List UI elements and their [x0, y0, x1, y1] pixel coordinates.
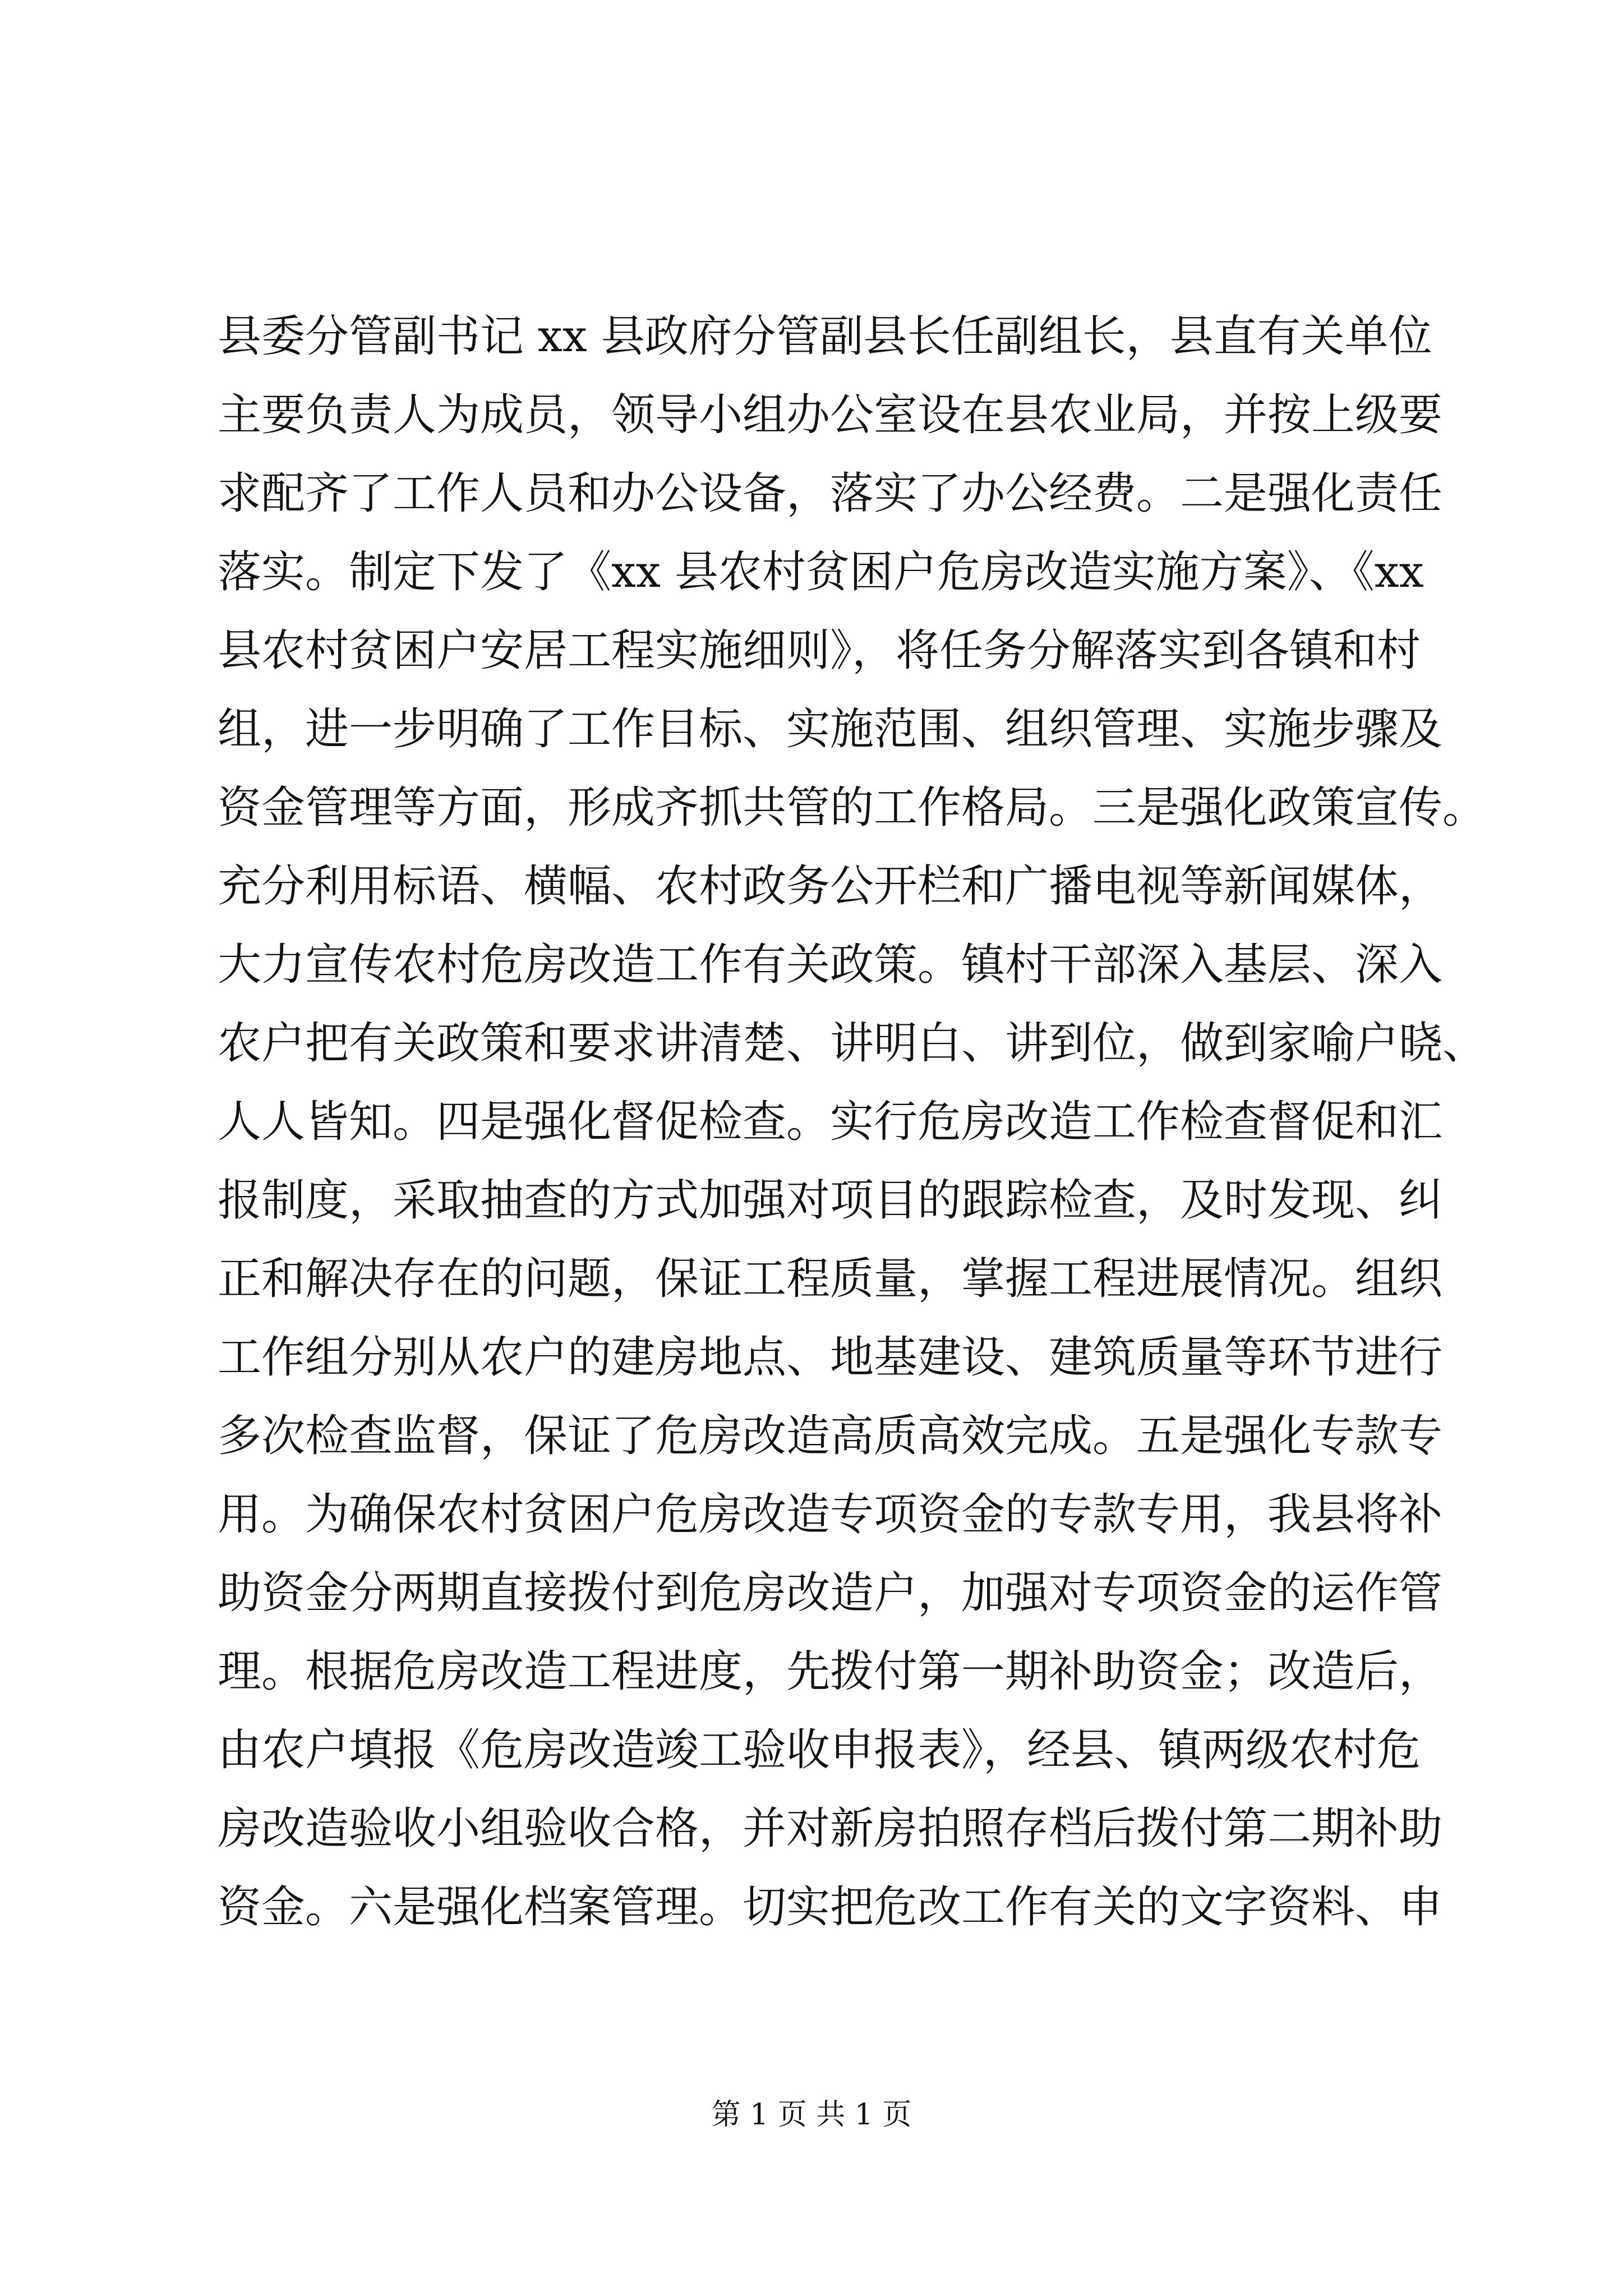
body-text — [218, 297, 1487, 1947]
text-line: 资金。六是强化档案管理。切实把危改工作有关的文字资料、申 — [218, 1882, 1443, 1932]
text-line: 理。根据危房改造工程进度，先拨付第一期补助资金；改造后， — [218, 1646, 1443, 1697]
text-line: 工作组分别从农户的建房地点、地基建设、建筑质量等环节进行 — [218, 1332, 1443, 1383]
text-line: 组，进一步明确了工作目标、实施范围、组织管理、实施步骤及 — [218, 704, 1443, 754]
text-line: 主要负责人为成员，领导小组办公室设在县农业局，并按上级要 — [218, 390, 1443, 440]
text-line: 落实。制定下发了《xx 县农村贫困户危房改造实施方案》、《xx — [218, 547, 1424, 597]
text-line: 多次检查监督，保证了危房改造高质高效完成。五是强化专款专 — [218, 1411, 1443, 1461]
text-line: 资金管理等方面，形成齐抓共管的工作格局。三是强化政策宣传。 — [218, 783, 1487, 833]
text-line: 人人皆知。四是强化督促检查。实行危房改造工作检查督促和汇 — [218, 1097, 1443, 1147]
text-line: 求配齐了工作人员和办公设备，落实了办公经费。二是强化责任 — [218, 468, 1443, 519]
text-line: 助资金分两期直接拨付到危房改造户，加强对专项资金的运作管 — [218, 1568, 1443, 1618]
page-footer: 第 1 页 共 1 页 — [711, 2098, 912, 2132]
text-line: 房改造验收小组验收合格，并对新房拍照存档后拨付第二期补助 — [218, 1803, 1443, 1854]
text-line: 县委分管副书记 xx 县政府分管副县长任副组长，县直有关单位 — [218, 311, 1432, 362]
text-line: 由农户填报《危房改造竣工验收申报表》，经县、镇两级农村危 — [218, 1725, 1421, 1775]
text-line: 用。为确保农村贫困户危房改造专项资金的专款专用，我县将补 — [218, 1489, 1443, 1540]
text-line: 报制度，采取抽查的方式加强对项目的跟踪检查，及时发现、纠 — [218, 1175, 1443, 1226]
text-line: 大力宣传农村危房改造工作有关政策。镇村干部深入基层、深入 — [218, 940, 1443, 990]
text-line: 农户把有关政策和要求讲清楚、讲明白、讲到位，做到家喻户晓、 — [218, 1018, 1487, 1069]
text-line: 充分利用标语、横幅、农村政务公开栏和广播电视等新闻媒体， — [218, 861, 1443, 912]
text-line: 县农村贫困户安居工程实施细则》，将任务分解落实到各镇和村 — [218, 625, 1421, 676]
text-line: 正和解决存在的问题，保证工程质量，掌握工程进展情况。组织 — [218, 1254, 1443, 1304]
